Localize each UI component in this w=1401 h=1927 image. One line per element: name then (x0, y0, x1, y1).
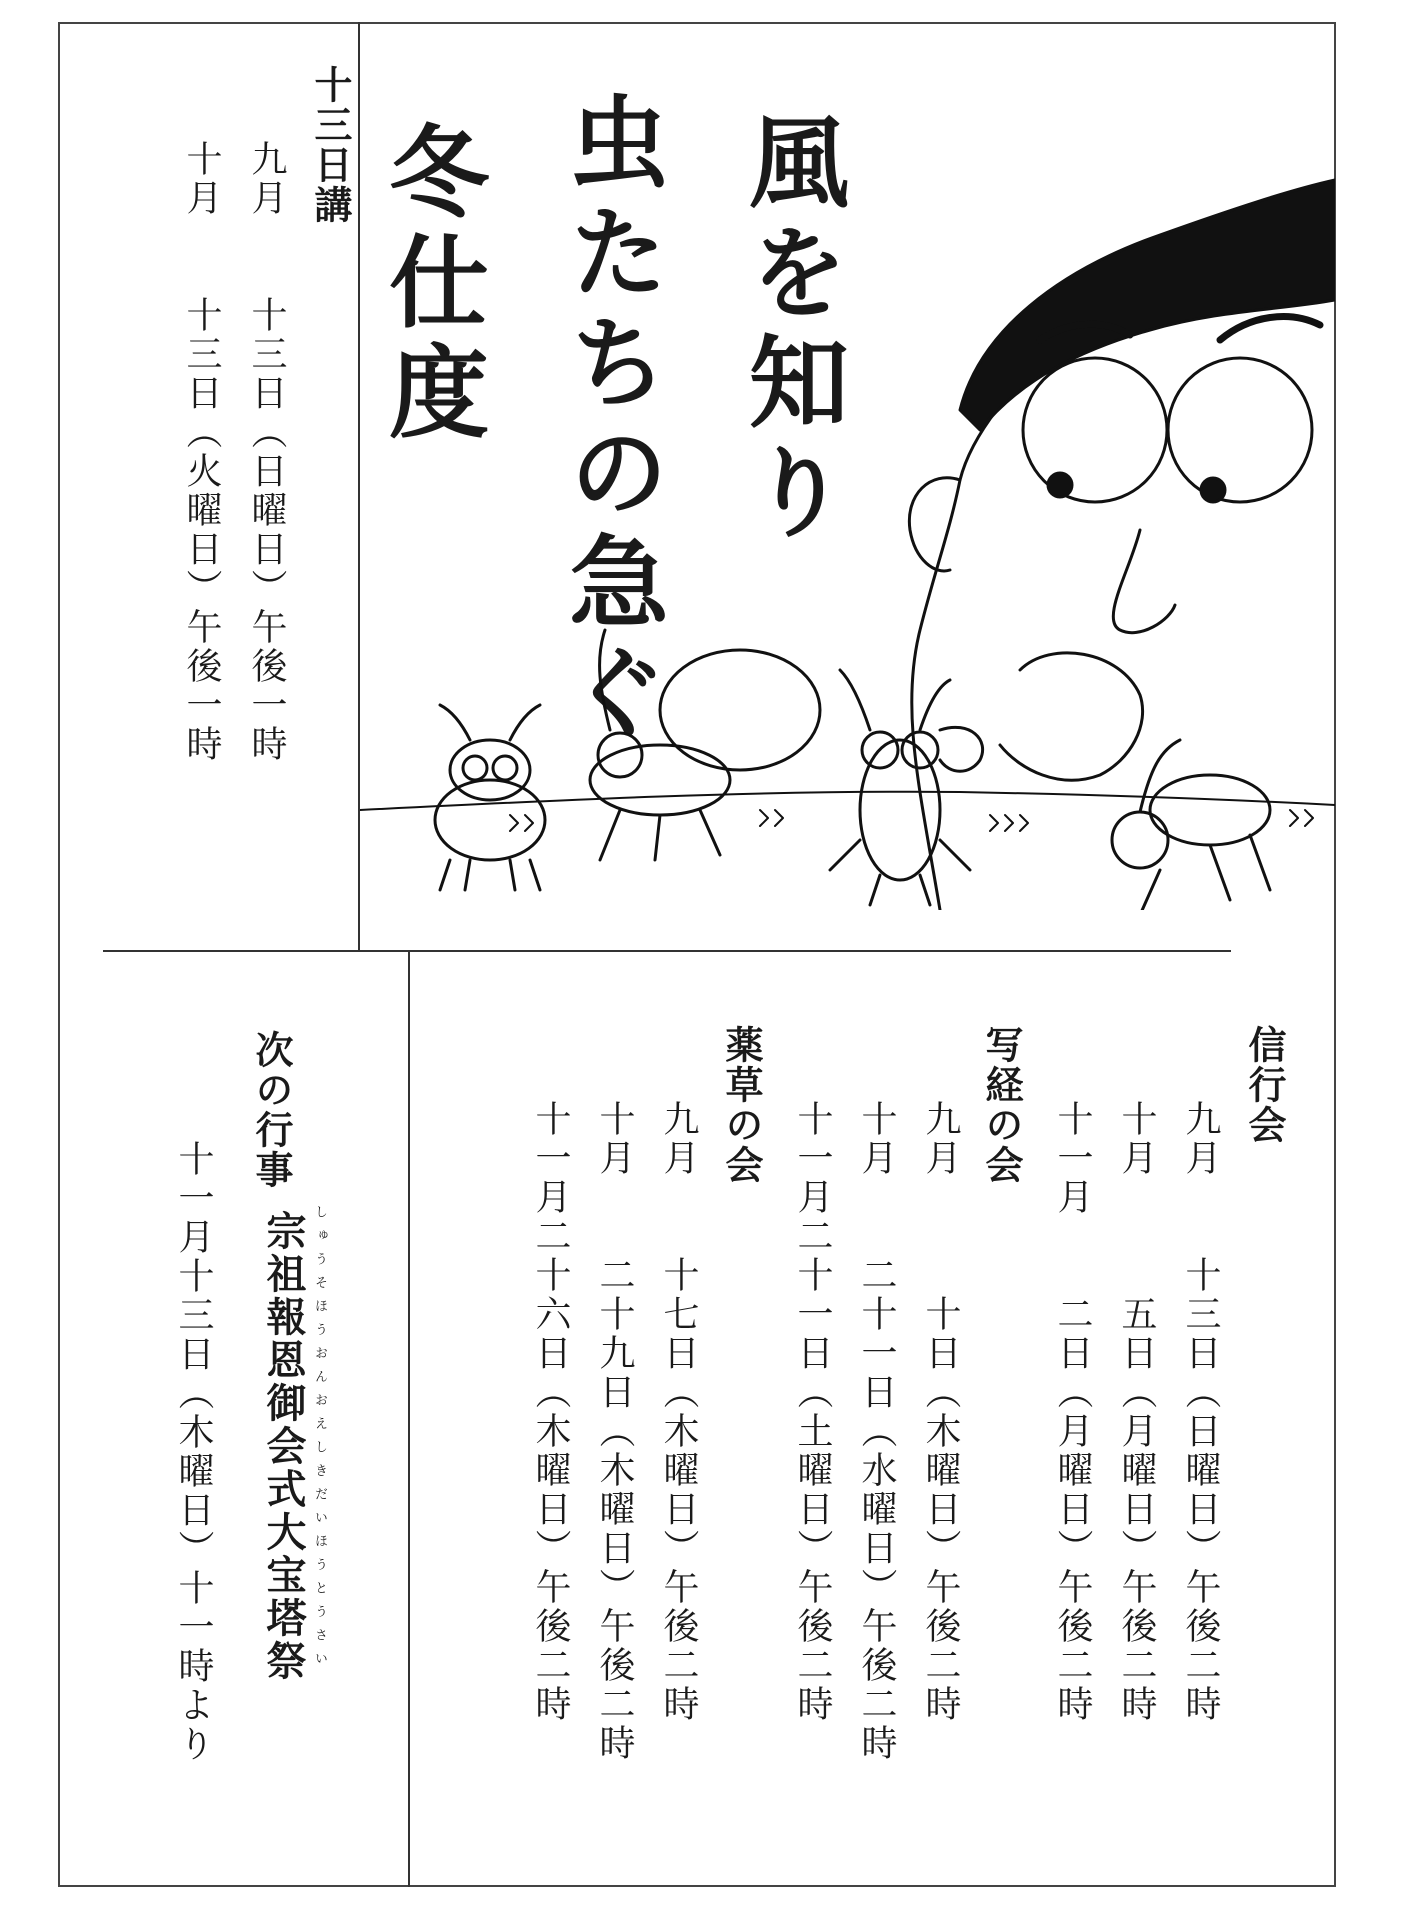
bug-with-sack (590, 630, 820, 860)
hair-icon (960, 180, 1335, 430)
shakyo-row-3: 十一月二十一日（土曜日）午後二時 (792, 1100, 833, 1724)
title-line-3: 風を知り (732, 110, 849, 550)
shingyokai-row-3: 十一月 二日（月曜日）午後二時 (1052, 1100, 1093, 1724)
bug-carrying-bag (435, 705, 545, 890)
nose (1113, 530, 1175, 633)
left-pupil (1048, 473, 1072, 497)
shingyokai-row-1: 九月 十三日（日曜日）午後二時 (1180, 1100, 1221, 1724)
shingyokai-row-2: 十月 五日（月曜日）午後二時 (1116, 1100, 1157, 1724)
next-event-heading: 次の行事 (249, 1030, 294, 1190)
right-eye (1168, 358, 1312, 502)
yakuso-row-1: 九月 十七日（木曜日）午後二時 (658, 1100, 699, 1724)
left-eye (1023, 358, 1167, 502)
yakuso-heading: 薬草の会 (719, 1025, 764, 1185)
yakuso-row-3: 十一月二十六日（木曜日）午後二時 (530, 1100, 571, 1724)
face-outline (912, 260, 1335, 910)
shingyokai-heading: 信行会 (1242, 1025, 1287, 1145)
jusanbiko-row-2: 十月 十三日（火曜日）午後一時 (181, 140, 222, 764)
bottom-divider-vertical (408, 952, 410, 1887)
event-name: 宗祖報恩御会式大宝塔祭 (260, 1210, 307, 1683)
bug-running (1112, 740, 1270, 910)
ear (909, 478, 960, 571)
ground-line (360, 792, 1335, 810)
horizontal-divider (103, 950, 1231, 952)
jusanbiko-heading: 十三日講 (308, 65, 353, 225)
yakuso-row-2: 十月 二十九日（木曜日）午後二時 (594, 1100, 635, 1763)
right-eyebrow (1220, 317, 1320, 340)
event-date: 十一月十三日（木曜日）十一時より (173, 1140, 214, 1764)
event-name-ruby: しゅうそほうおんおえしきだいほうとうさい (312, 1205, 327, 1675)
cartoon-illustration (360, 150, 1335, 910)
shakyo-row-1: 九月 十日（木曜日）午後二時 (920, 1100, 961, 1724)
shakyo-heading: 写経の会 (979, 1025, 1024, 1185)
mouth (1000, 653, 1143, 780)
title-line-1: 冬仕度 (372, 120, 489, 450)
shakyo-row-2: 十月 二十一日（水曜日）午後二時 (856, 1100, 897, 1763)
jusanbiko-row-1: 九月 十三日（日曜日）午後一時 (246, 140, 287, 764)
bug-with-bundle (830, 670, 983, 905)
title-line-2: 虫たちの急ぐ (552, 90, 669, 750)
right-pupil (1201, 478, 1225, 502)
